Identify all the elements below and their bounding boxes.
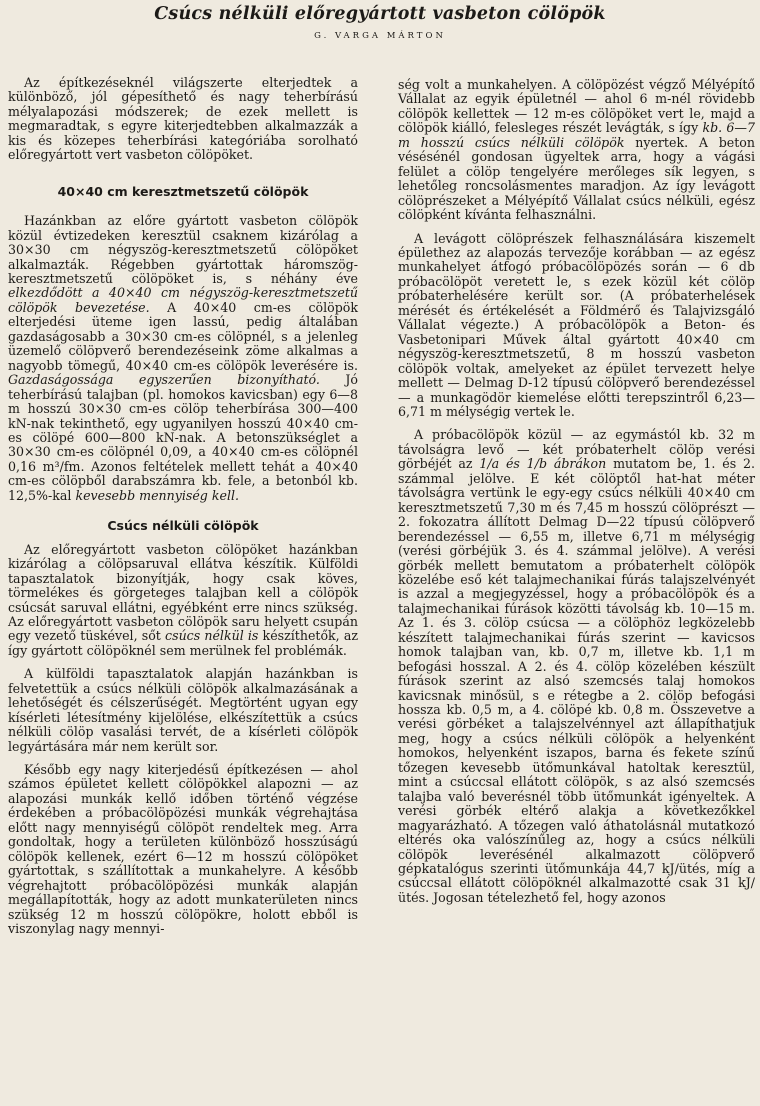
emphasis-run: 1/a és 1/b ábrákon: [479, 456, 607, 472]
emphasis-run: kb. 6—7 m hosszú csúcs nélküli cölöpök: [398, 120, 755, 150]
paragraph-saru: [8, 543, 358, 659]
emphasis-run: csúcs nélkül is: [165, 628, 259, 644]
section-heading-csucs: Csúcs nélküli cölöpök: [107, 518, 259, 534]
paragraph-kesobb: Később egy nagy kiterjedésű építkezésen — ahol számos épületet kellett cölöpökkel alapozni — az alapozási munkák kellő időben történő végzése érdekében a próbacölöpözési munkák végrehajtása előtt nagy mennyiségű cölöpöt rendeltek meg. Arra gondoltak, hogy a területen különböző hosszúságú cölöpök kellenek, ezért 6—12 m hosszú cölöpöket gyártottak, s szállítottak a munkahelyre. A később végrehajtott próbacölöpözési munkák alapján megállapították, hogy az adott munkaterületen nincs szükség 12 m hosszú cölöpökre, holott ebből is viszonylag nagy mennyi-: [8, 762, 358, 937]
text-run: nyertek. A beton vésésénél gondosan ügyeltek arra, hogy a vágási felület a cölöp tengelyére merőleges sík legyen, s lehetőleg roncsolásmentes maradjon. Az így levágott cölöprészeket a Mélyépítő Vállalat csúcs nélküli, egész cölöpként kívánta felhasználni.: [398, 134, 755, 223]
section-heading-40x40: 40×40 cm keresztmetszetű cölöpök: [57, 183, 309, 199]
article-author: G. VARGA MÁRTON: [314, 31, 446, 41]
left-column: [8, 76, 358, 936]
emphasis-run: Gazdaságossága egyszerűen bizonyítható.: [8, 372, 320, 388]
text-run: Jó teherbírású talajban (pl. homokos kavicsban) egy 6—8 m hosszú 30×30 cm-es cölöp teherbírása 300—400 kN-nak tekinthető, egy ugyanilyen hosszú 40×40 cm-es cölöpé 600—800 kN-nak. A betonszükséglet a 30×30 cm-es cölöpnél 0,09, a 40×40 cm-es cölöpnél 0,16 m³/fm. Azonos feltételek mellett tehát a 40×40 cm-es cölöpből darabszámra kb. fele, a betonból kb. 12,5%-kal: [8, 372, 358, 503]
text-run: Az előregyártott vasbeton cölöpöket hazánkban kizárólag a cölöpsaruval ellátva készítik. Külföldi tapasztalatok bizonyítják, hogy csak köves, törmelékes és görgeteges talajban kell a cölöpök csúcsát saruval ellátni, egyébként erre nincs szükség. Az előregyártott vasbeton cölöpök saru helyett csupán egy vezető tüskével, sőt: [8, 541, 358, 644]
text-run: készíthetők, az így gyártott cölöpöknél sem merülnek fel problémák.: [8, 628, 358, 658]
emphasis-run: kevesebb mennyiség kell.: [75, 487, 240, 503]
text-run: ség volt a munkahelyen. A cölöpözést végző Mélyépítő Vállalat az egyik épületnél — ahol 6 m-nél rövidebb cölöpök kellettek — 12 m-es cölöpöket vert le, majd a cölöpök kiálló, felesleges részét levágták, s így: [398, 77, 755, 136]
paragraph-40x40: [8, 214, 358, 503]
text-run: Hazánkban az előre gyártott vasbeton cölöpök közül évtizedeken keresztül csaknem kizárólag a 30×30 cm négyszög-keresztmetszetű cölöpöket alkalmazták. Régebben gyártottak háromszög-keresztmetszetű cölöpöket is, s néhány éve: [8, 213, 358, 286]
right-column: [398, 78, 755, 905]
text-run: A próbacölöpök közül — az egymástól kb. 32 m távolságra levő — két próbaterhelt cölöp verési görbéjét az: [398, 427, 755, 472]
text-run: A 40×40 cm-es cölöpök elterjedési üteme igen lassú, pedig általában gazdaságosabb a 30×30 cm-es cölöpnél, s a jelenleg üzemelő cölöpverő berendezéseink zöme alkalmas a nagyobb tömegű, 40×40 cm-es cölöpök leverésére is.: [8, 299, 358, 373]
article-title: Csúcs nélküli előregyártott vasbeton cölöpök: [154, 4, 606, 24]
paragraph-levagott: A levágott cölöprészek felhasználására kiszemelt épülethez az alapozás tervezője korábban — az egész munkahelyet átfogó próbacölöpözés során — 6 db próbacölöpöt veretett le, s ezek közül két cölöp próbaterhelésére került sor. (A próbaterhelések mérését és értékelését a Földmérő és Talajvizsgáló Vállalat végezte.) A próbacölöpök a Beton- és Vasbetonipari Művek által gyártott 40×40 cm négyszög-keresztmetszetű, 8 m hosszú vasbeton cölöpök voltak, amelyeket az épület tervezett helye mellett — Delmag D-12 típusú cölöpverő berendezéssel — a munkagödör kiemelése előtti terepszintről 6,23—6,71 m mélységig vertek le.: [398, 230, 755, 419]
paragraph-continuation: [398, 78, 755, 223]
text-run: mutatom be, 1. és 2. számmal jelölve. E két cölöptől hat-hat méter távolságra vertünk le egy-egy csúcs nélküli 40×40 cm keresztmetszetű 7,30 m és 7,45 m hosszú cölöprészt — 2. fokozatra állított Delmag D—22 típusú cölöpverő berendezéssel — 6,55 m, illetve 6,71 m mélységig (verési görbéjük 3. és 4. számmal jelölve). A verési görbék mellett bemutatom a próbaterhelt cölöpök közelébe eső két talajmechanikai fúrás talajszelvényét is azzal a megjegyzéssel, hogy a próbacölöpök és a talajmechanikai fúrások közötti távolság kb. 10—15 m. Az 1. és 3. cölöp csúcsa — a cölöphöz legközelebb készített talajmechanikai fúrás szerint — kavicsos homok talajban van, kb. 0,7 m, illetve kb. 1,1 m befogási hosszal. A 2. és 4. cölöp közelében készült fúrások szerint az alsó szemcsés talaj homokos kavicsnak minősül, s e rétegbe a 2. cölöp befogási hossza kb. 0,5 m, a 4. cölöpé kb. 0,8 m. Összevetve a verési görbéket a talajszelvénnyel azt állapíthatjuk meg, hogy a csúcs nélküli cölöpök a helyenként homokos, helyenként iszapos, barna és fekete színű tőzegen kevesebb ütőmunkával hatoltak keresztül, mint a csúccsal ellátott cölöpök, s az alsó szemcsés talajba való beverésnél több ütőmunkát igényeltek. A verési görbék eltérő alakja a következőkkel magyarázható. A tőzegen való áthatolásnál mutatkozó eltérés oka valószínűleg az, hogy a csúcs nélküli cölöpök leverésénél alkalmazott cölöpverő gépkatalógus szerinti ütőmunkája 44,7 kJ/ütés, míg a csúccsal ellátott cölöpöknél alkalmazotté csak 31 kJ/ütés. Jogosan tételezhető fel, hogy azonos: [398, 456, 755, 905]
emphasis-run: elkezdődött a 40×40 cm négyszög-keresztmetszetű cölöpök bevezetése.: [8, 285, 358, 315]
paragraph-probacolopok: [398, 428, 755, 905]
paragraph-intro: Az építkezéseknél világszerte elterjedtek a különböző, jól gépesíthető és nagy teherbírású mélyalapozási módszerek; de ezek mellett is megmaradtak, s egyre kiterjedtebben alkalmazzák a kis és közepes teherbírási kategóriába sorolható előregyártott vert vasbeton cölöpöket.: [8, 75, 358, 163]
paragraph-kulfoldi: A külföldi tapasztalatok alapján hazánkban is felvetettük a csúcs nélküli cölöpök alkalmazásának a lehetőségét és célszerűségét. Megtörtént ugyan egy kísérleti létesítmény kijelölése, elkészítettük a csúcs nélküli cölöp vasalási tervét, de a kísérleti cölöpök legyártására már nem került sor.: [8, 666, 358, 754]
